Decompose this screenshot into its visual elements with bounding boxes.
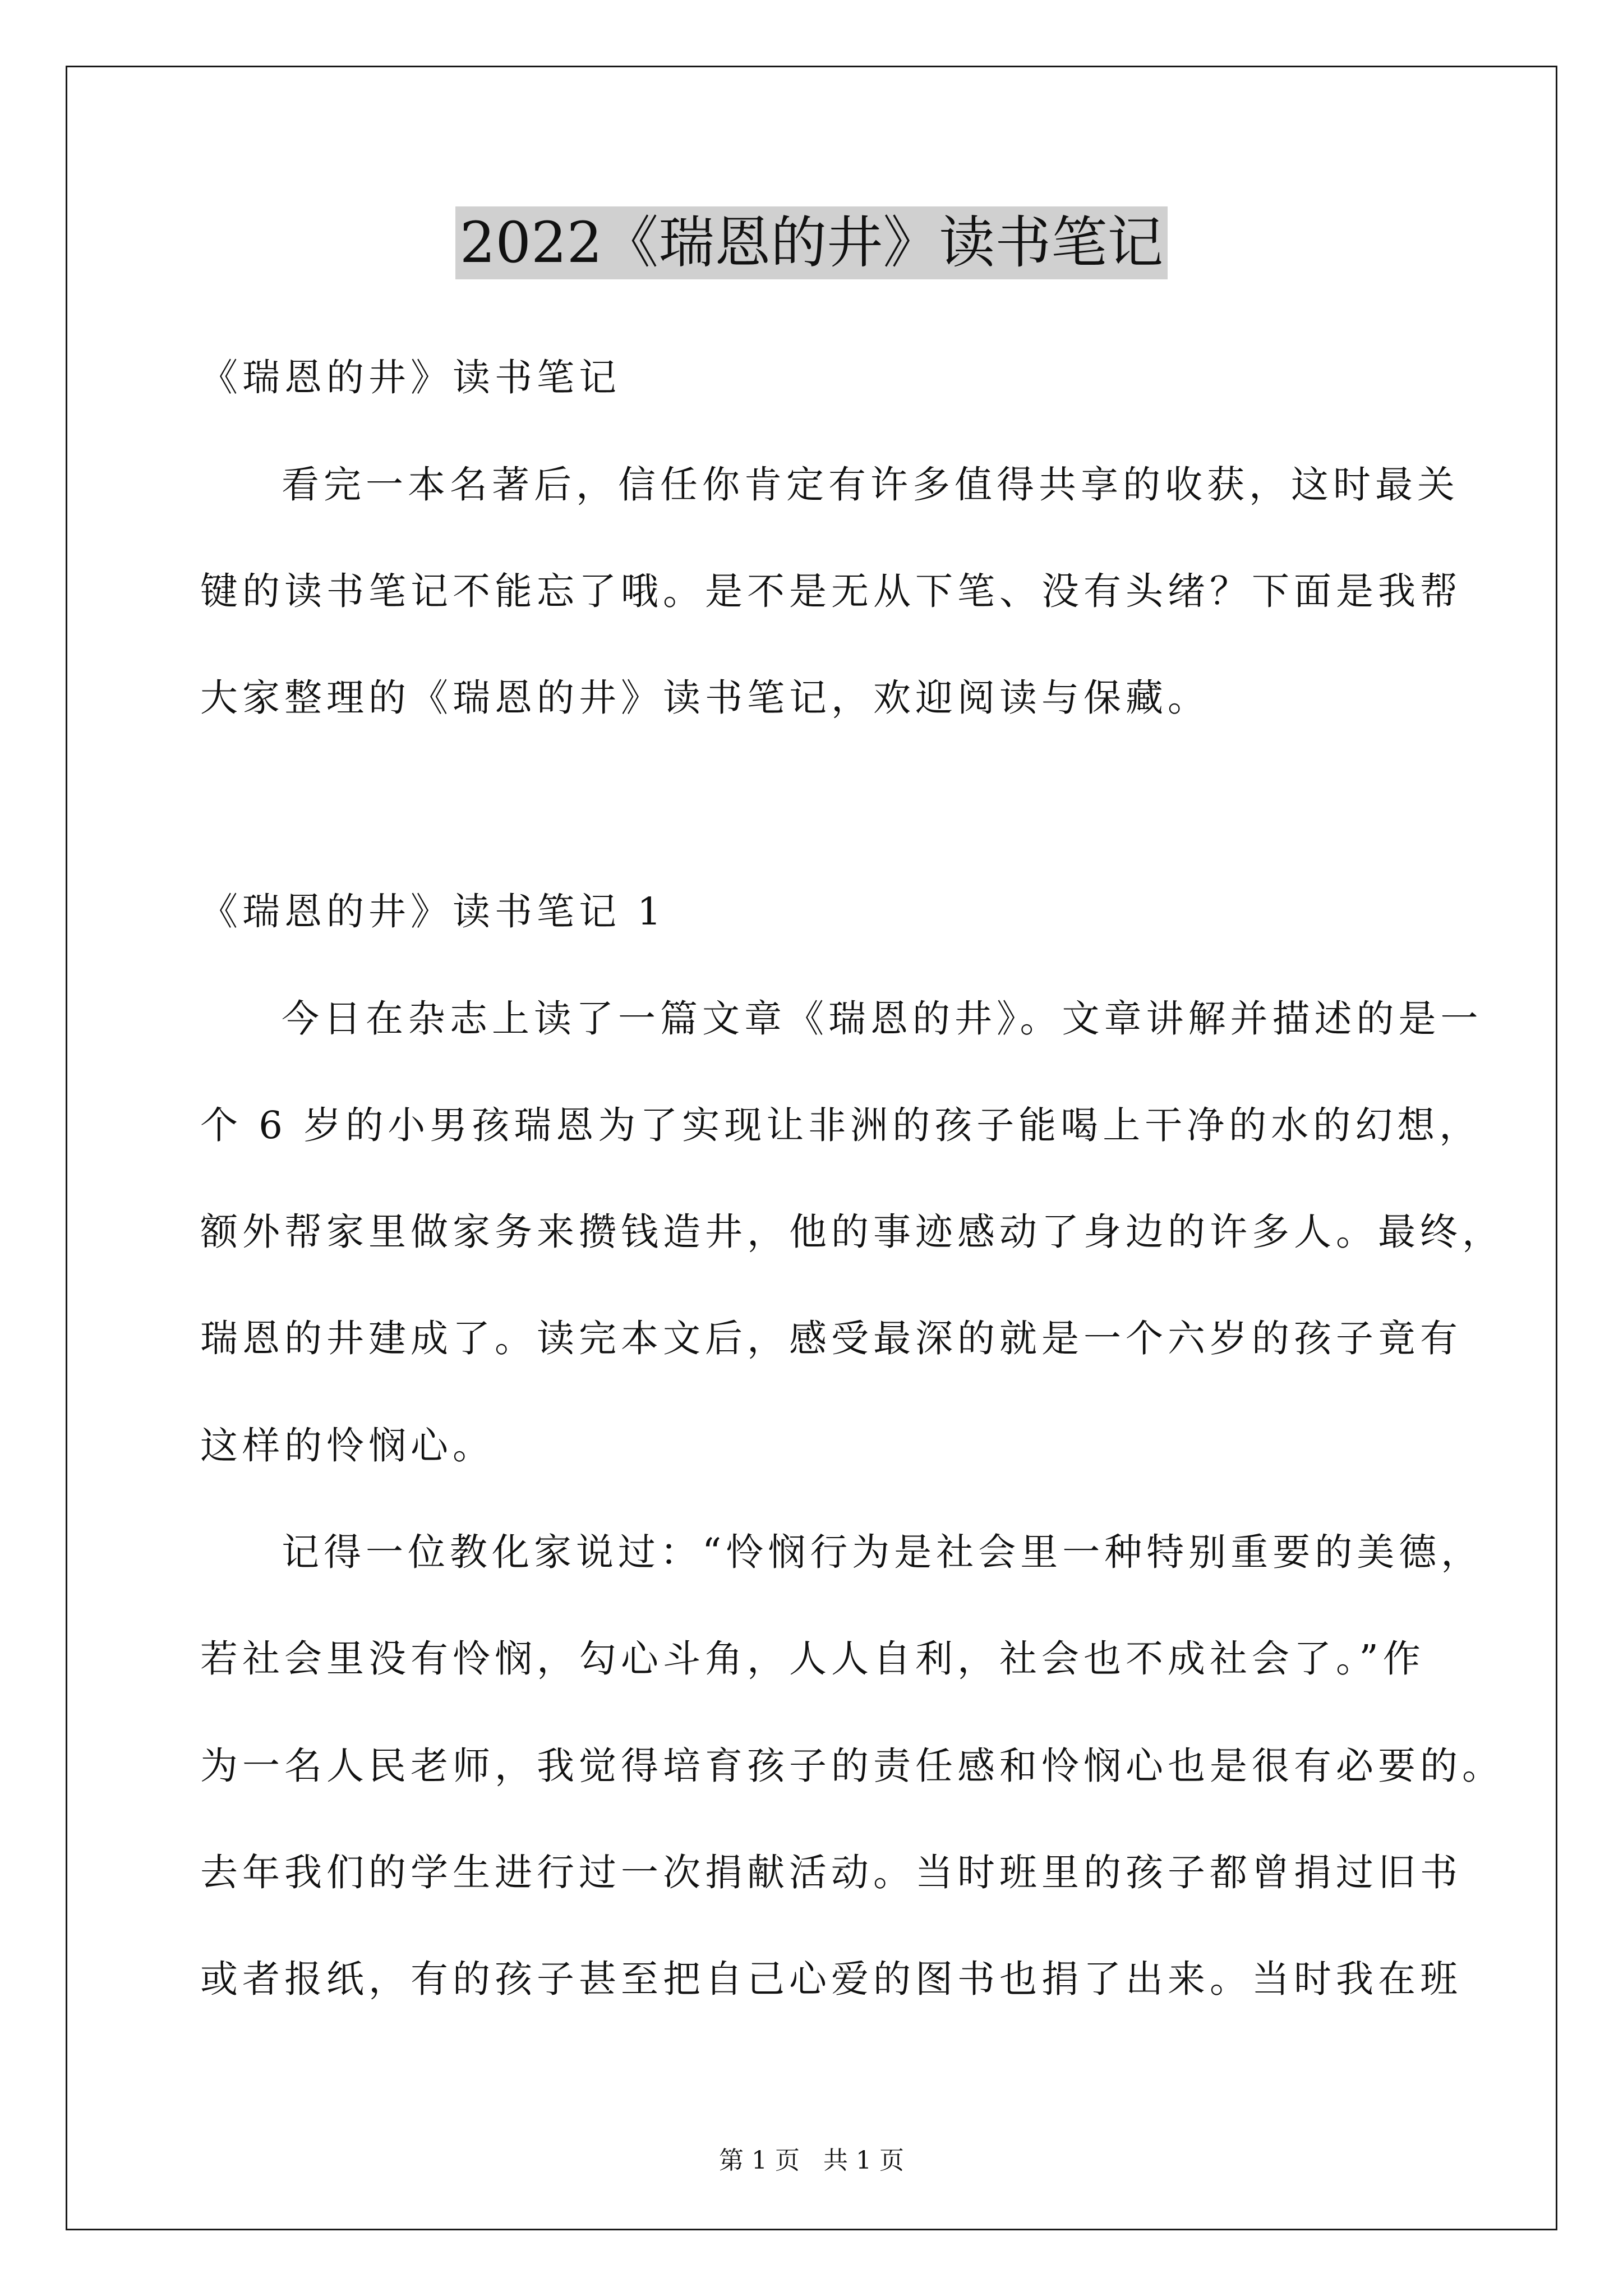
para2-line: 为一名人民老师，我觉得培育孩子的责任感和怜悯心也是很有必要的。 xyxy=(200,1744,1504,1788)
intro-line: 看完一本名著后，信任你肯定有许多值得共享的收获，这时最关 xyxy=(282,463,1459,507)
intro-line: 键的读书笔记不能忘了哦。是不是无从下笔、没有头绪？下面是我帮 xyxy=(200,569,1462,613)
para1-line: 个 6 岁的小男孩瑞恩为了实现让非洲的孩子能喝上干净的水的幻想， xyxy=(200,1103,1482,1147)
subtitle: 《瑞恩的井》读书笔记 xyxy=(200,356,621,399)
para2-line: 记得一位教化家说过：“怜悯行为是社会里一种特别重要的美德， xyxy=(282,1530,1483,1574)
document-title: 2022《瑞恩的井》读书笔记 xyxy=(455,206,1168,279)
section-heading: 《瑞恩的井》读书笔记 1 xyxy=(200,890,666,933)
para1-line: 瑞恩的井建成了。读完本文后，感受最深的就是一个六岁的孩子竟有 xyxy=(200,1317,1462,1360)
intro-line: 大家整理的《瑞恩的井》读书笔记，欢迎阅读与保藏。 xyxy=(200,676,1210,720)
para2-line: 去年我们的学生进行过一次捐献活动。当时班里的孩子都曾捐过旧书 xyxy=(200,1851,1462,1894)
para2-line: 或者报纸，有的孩子甚至把自己心爱的图书也捐了出来。当时我在班 xyxy=(200,1957,1462,2001)
page-footer: 第 1 页 共 1 页 xyxy=(719,2146,904,2175)
para1-line: 今日在杂志上读了一篇文章《瑞恩的井》。文章讲解并描述的是一 xyxy=(282,997,1483,1041)
para2-line: 若社会里没有怜悯，勾心斗角，人人自利，社会也不成社会了。”作 xyxy=(200,1637,1425,1681)
para1-line: 额外帮家里做家务来攒钱造井，他的事迹感动了身边的许多人。最终， xyxy=(200,1210,1504,1254)
para1-line: 这样的怜悯心。 xyxy=(200,1424,495,1467)
title-container xyxy=(0,206,1623,279)
